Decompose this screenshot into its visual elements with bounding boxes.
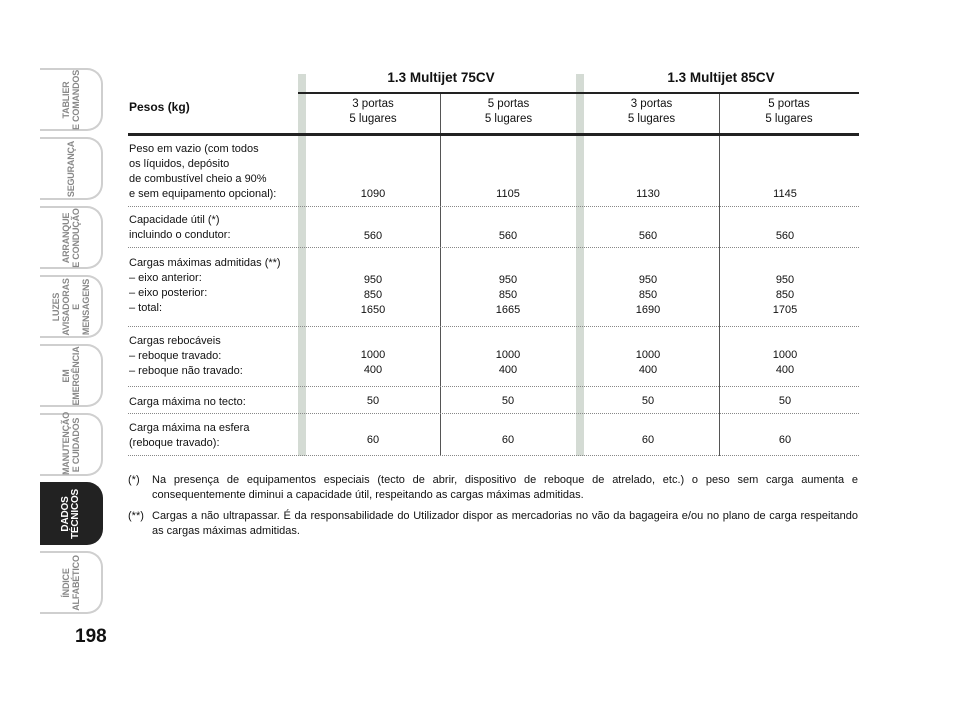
row-divider [128,326,859,327]
tab-label: TABLIER E COMANDOS [60,69,81,130]
footnote-text: Na presença de equipamentos especiais (tecto de abrir, dispositivo de reboque de atrelado, etc.) o peso sem carga aumenta e consequentemente diminui a capacidade útil, respeitando as cargas máximas admitidas. [152,474,858,501]
row-divider [128,455,859,456]
cell-value: 950 850 1705 [772,274,798,316]
cell-value: 1105 [496,188,520,200]
column-divider [440,94,441,456]
tab-label: EM EMERGÊNCIA [60,346,81,406]
cell-value: 50 [778,395,792,407]
cell-value: 1145 [773,188,797,200]
cell-value: 60 [641,434,655,446]
cell-value: 60 [366,434,380,446]
cell-value: 1000 400 [495,349,521,376]
model-band-75cv [298,74,306,456]
cell-value: 560 [498,230,518,242]
header-rule [128,133,859,136]
row-label: Cargas rebocáveis – reboque travado: – reboque não travado: [129,335,243,377]
cell-value: 1000 400 [772,349,798,376]
cell-value: 560 [775,230,795,242]
row-divider [128,413,859,414]
tab-label: LUZES AVISADORAS E MENSAGENS [50,277,91,336]
cell-value: 50 [641,395,655,407]
cell-value: 1000 400 [360,349,386,376]
footnote-mark: (**) [128,510,144,522]
footnote [128,473,858,503]
cell-value: 50 [366,395,380,407]
tab-label: ÍNDICE ALFABÉTICO [60,554,81,611]
cell-value: 60 [778,434,792,446]
row-divider [128,247,859,248]
row-divider [128,206,859,207]
cell-value: 1090 [360,188,386,200]
cell-value: 50 [501,395,515,407]
cell-value: 950 850 1665 [495,274,521,316]
col-header-75-3p: 3 portas 5 lugares [349,98,397,125]
cell-value: 950 850 1690 [635,274,661,316]
footnote-mark: (*) [128,474,140,486]
row-label: Capacidade útil (*) incluindo o condutor: [129,214,231,241]
cell-value: 560 [638,230,658,242]
col-header-85-3p: 3 portas 5 lugares [627,98,676,125]
row-label: Peso em vazio (com todos os líquidos, depósito de combustível cheio a 90% e sem equipamento opcional): [129,143,277,200]
tab-label: SEGURANÇA [65,140,76,197]
model-title-75cv: 1.3 Multijet 75CV [387,70,495,85]
col-header-85-5p: 5 portas 5 lugares [765,98,813,125]
footnotes [128,473,858,545]
footnote-text: Cargas a não ultrapassar. É da responsabilidade do Utilizador dispor as mercadorias no vão da bagageira e/ou no plano de carga respeitando as cargas máximas admitidas. [152,510,858,537]
cell-value: 560 [363,230,383,242]
row-divider [128,386,859,387]
footnote [128,509,858,539]
cell-value: 950 850 1650 [360,274,386,316]
tab-label: ARRANQUE E CONDUÇÃO [60,207,81,268]
page-number: 198 [75,626,107,647]
tab-label: DADOS TÉCNICOS [59,488,81,539]
cell-value: 1130 [636,188,660,200]
rule [576,92,859,94]
cell-value: 1000 400 [635,349,661,376]
model-title-85cv: 1.3 Multijet 85CV [667,70,775,85]
row-label: Carga máxima no tecto: [129,396,246,408]
row-label: Carga máxima na esfera (reboque travado): [129,422,250,449]
row-label: Cargas máximas admitidas (**) – eixo anterior: – eixo posterior: – total: [129,257,281,314]
model-band-85cv [576,74,584,456]
header-label: Pesos (kg) [129,100,190,114]
column-divider [719,94,720,456]
col-header-75-5p: 5 portas 5 lugares [484,98,533,125]
cell-value: 60 [501,434,515,446]
tab-label: MANUTENÇÃO E CUIDADOS [60,411,81,475]
rule [298,92,578,94]
